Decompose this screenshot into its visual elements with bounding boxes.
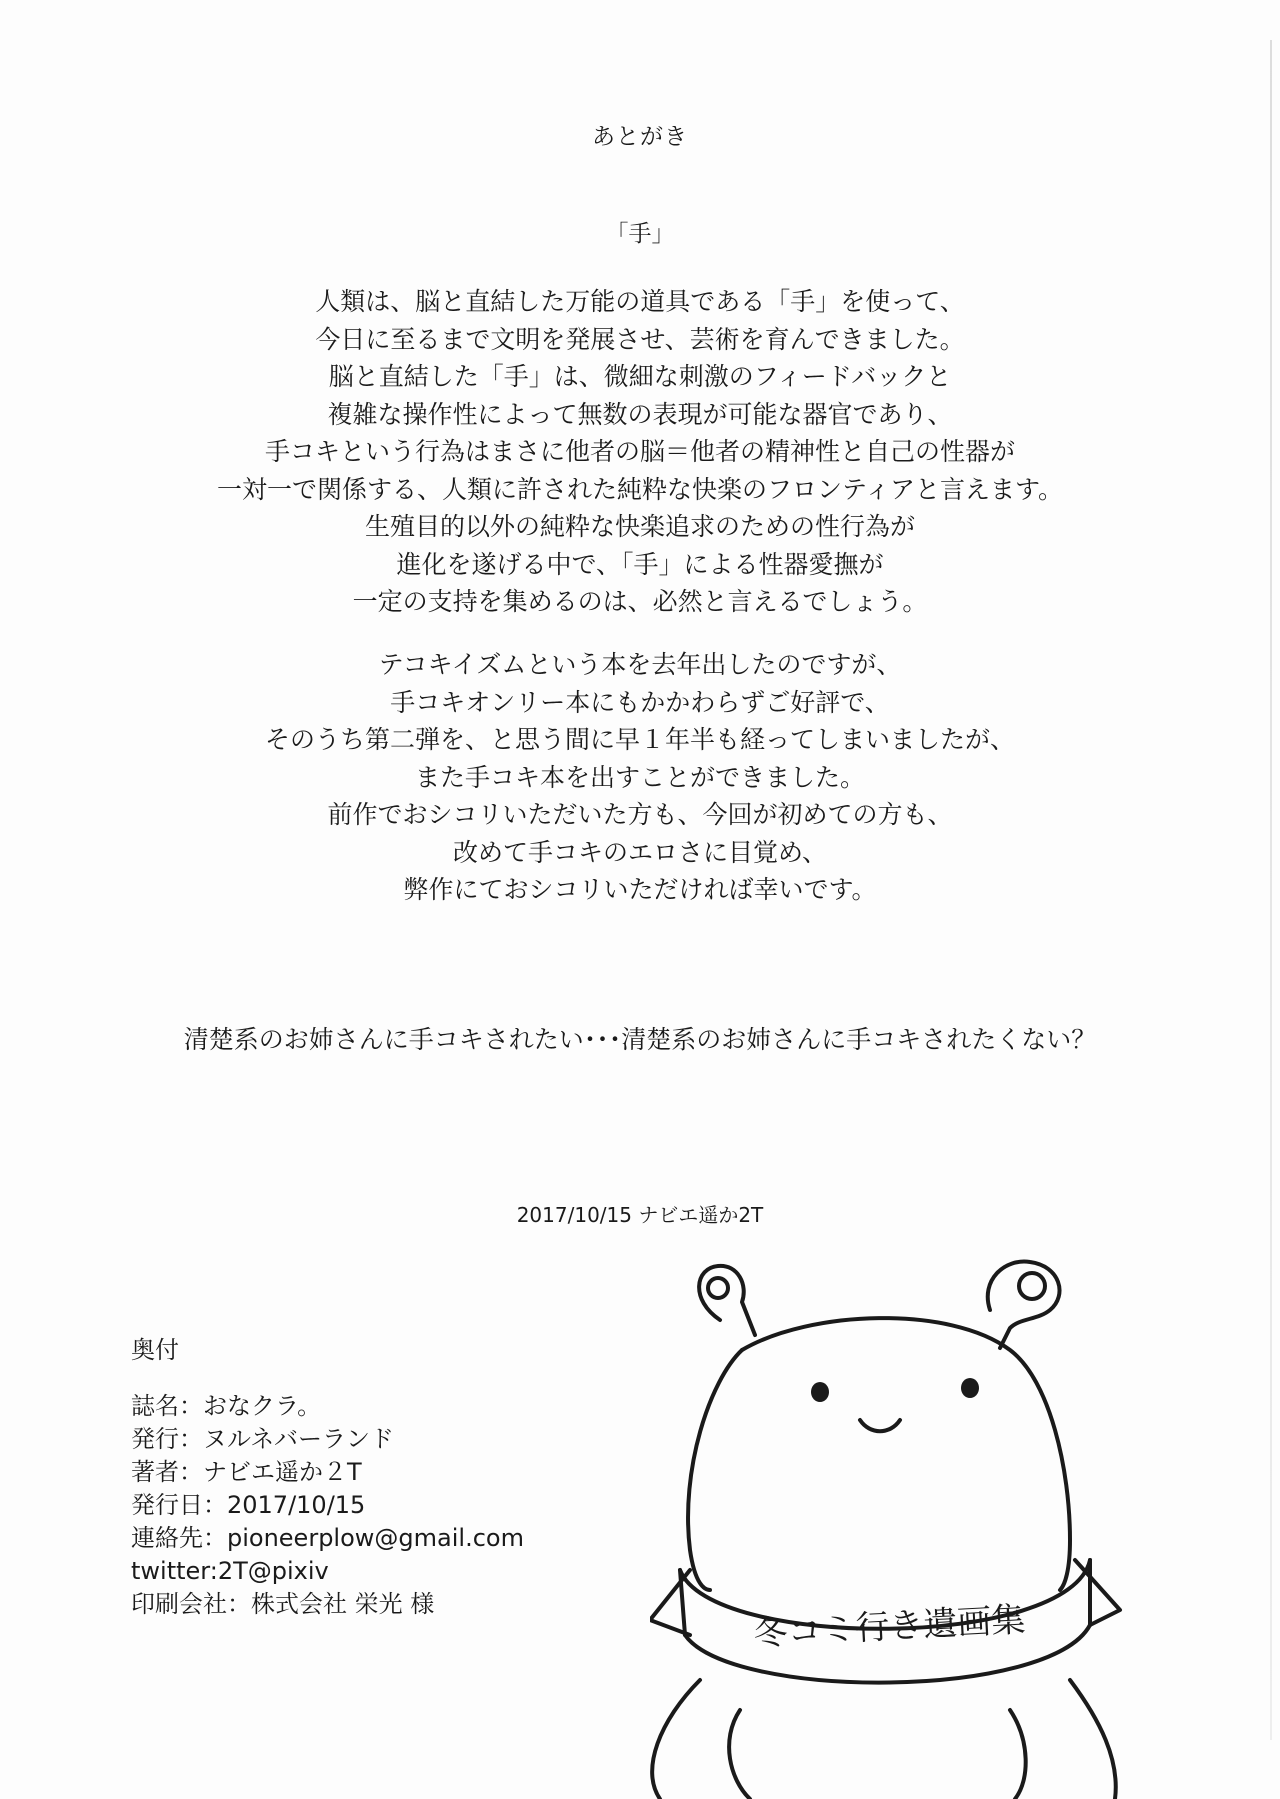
colophon-item-author: 著者：ナビエ遥か２T [131, 1458, 362, 1486]
colophon-title: 奥付 [131, 1336, 179, 1364]
section-title: 「手」 [605, 221, 675, 247]
paragraph-line: 一対一で関係する、人類に許された純粋な快楽のフロンティアと言えます。 [216, 474, 1063, 504]
colophon-item-twitter: twitter:2T@pixiv [131, 1557, 329, 1585]
paragraph-line: 複雑な操作性によって無数の表現が可能な器官であり、 [327, 399, 953, 429]
paragraph-line: 今日に至るまで文明を発展させ、芸術を育んできました。 [315, 324, 965, 354]
paragraph-line: 手コキオンリー本にもかかわらずご好評で、 [390, 687, 890, 717]
paragraph-line: 脳と直結した「手」は、微細な刺激のフィードバックと [328, 362, 952, 391]
paragraph-line: 人類は、脳と直結した万能の道具である「手」を使って、 [315, 287, 965, 316]
paragraph-line: 一定の支持を集めるのは、必然と言えるでしょう。 [352, 587, 928, 616]
mascot-illustration [650, 1240, 1130, 1799]
scan-edge [1270, 40, 1272, 1740]
colophon-item-printer: 印刷会社：株式会社 栄光 様 [131, 1590, 435, 1618]
paragraph-line: そのうち第二弾を、と思う間に早１年半も経ってしまいましたが、 [264, 725, 1015, 754]
afterword-title: あとがき [592, 124, 688, 150]
paragraph-line: テコキイズムという本を去年出したのですが、 [378, 650, 902, 679]
afterword-paragraph-2 [0, 646, 1280, 909]
paragraph-line: 前作でおシコリいただいた方も、今回が初めての方も、 [327, 800, 953, 829]
tagline: 清楚系のお姉さんに手コキされたい･･･清楚系のお姉さんに手コキされたくない？ [183, 1025, 1097, 1054]
paragraph-line: 進化を遂げる中で、「手」による性器愛撫が [396, 549, 884, 579]
paragraph-line: 生殖目的以外の純粋な快楽追求のための性行為が [364, 512, 915, 541]
paragraph-line: また手コキ本を出すことができました。 [414, 762, 865, 792]
paragraph-line: 弊作にておシコリいただければ幸いです。 [403, 875, 877, 904]
colophon-item-publisher: 発行：ヌルネバーランド [131, 1425, 395, 1453]
colophon-list [131, 1390, 524, 1621]
colophon-item-title: 誌名：おなクラ。 [131, 1392, 322, 1420]
paragraph-line: 改めて手コキのエロさに目覚め、 [452, 837, 827, 867]
afterword-paragraph-1 [0, 283, 1280, 621]
colophon-item-date: 発行日：2017/10/15 [131, 1491, 366, 1519]
colophon-item-contact: 連絡先：pioneerplow@gmail.com [131, 1524, 524, 1552]
paragraph-line: 手コキという行為はまさに他者の脳＝他者の精神性と自己の性器が [264, 437, 1015, 466]
banner-text: 冬コミ行き遺画集 [752, 1599, 1027, 1655]
signature-date: 2017/10/15 ナビエ遥か2T [516, 1203, 764, 1227]
